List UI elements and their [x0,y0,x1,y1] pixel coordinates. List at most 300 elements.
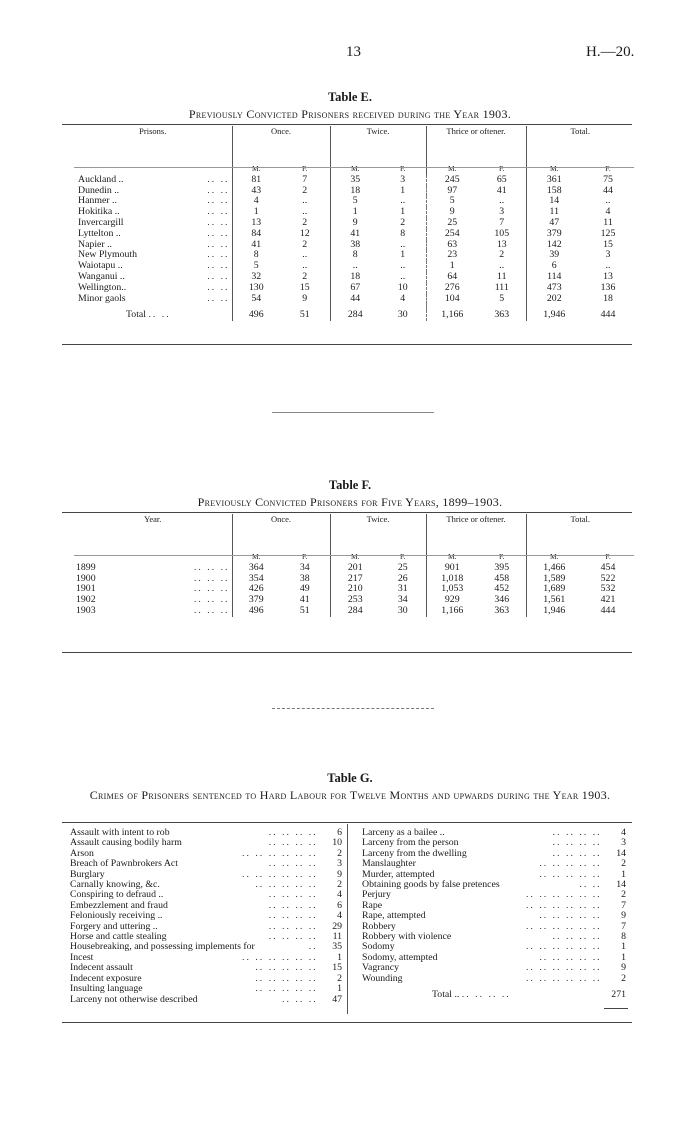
total-cell: 444 [600,309,616,321]
leader-dots: .. .. .. .. [268,910,318,922]
data-cell: .. [499,195,505,207]
crime-count: 8 [621,931,626,943]
leader-dots: .. .. .. .. [268,889,318,901]
crime-count: 7 [621,899,626,911]
data-cell: 254 [426,229,478,240]
data-cell: 1,689 [526,584,582,595]
data-cell: 84 [232,229,280,240]
crime-row [360,974,628,984]
crime-count: 14 [616,879,626,891]
data-cell: 104 [426,294,478,305]
data-cell: 23 [426,250,478,261]
leader-dots: .. .. .. .. .. .. [525,941,602,953]
row-label-cell [74,294,232,305]
crime-count: 11 [332,931,342,943]
data-cell: 363 [494,604,510,616]
table-e-bottom-rule [62,344,632,345]
row-label: Lyttelton .. [78,227,121,239]
data-cell: 217 [330,574,380,585]
data-cell: 901 [426,563,478,574]
crime-count: 9 [337,868,342,880]
crime-count: 35 [332,941,342,953]
leader-dots: .. .. .. [193,561,230,573]
data-cell: 158 [526,186,582,197]
row-label: Napier .. [78,238,113,250]
data-cell: 444 [600,604,616,616]
crime-label: Perjury [362,889,391,901]
data-cell: 44 [330,294,380,305]
crime-count: 2 [337,879,342,891]
data-cell: .. [330,261,380,272]
data-cell: 13 [232,218,280,229]
leader-dots: .. .. [207,270,230,282]
table-f-subtitle: Previously Convicted Prisoners for Five Years, 1899–1903. [197,495,503,509]
data-cell: .. [302,260,308,272]
data-cell: 8 [232,250,280,261]
data-cell: 202 [526,294,582,305]
data-cell: 30 [397,604,408,616]
leader-dots: .. .. [207,249,230,261]
data-cell: 54 [232,294,280,305]
leader-dots: .. .. .. .. .. [539,951,602,963]
page-number: 13 [346,44,361,60]
crime-count: 14 [616,847,626,859]
crime-label: Rape, attempted [362,910,426,922]
data-cell: 14 [526,196,582,207]
data-cell: .. [302,206,308,218]
sex-label: F. [499,164,505,173]
leader-dots: .. .. .. .. [552,837,602,849]
crime-label: Forgery and uttering .. [70,920,158,932]
table-f-header-row [74,514,634,552]
data-cell: 9 [330,218,380,229]
table-g-title: Table G. [327,771,373,785]
leader-dots: .. .. .. .. [268,837,318,849]
data-cell: 245 [426,175,478,186]
crime-label: Incest [70,951,94,963]
data-cell: 34 [299,561,310,573]
data-cell: 13 [496,238,507,250]
leader-dots: .. .. [207,238,230,250]
table-e-header-rule [74,167,634,168]
data-cell: 11 [526,207,582,218]
table-g-divider [347,824,348,1014]
table-row [74,283,634,294]
crime-count: 2 [621,889,626,901]
col-header-total: Total. [526,514,634,552]
table-row [74,606,634,617]
crime-label: Obtaining goods by false pretences [362,879,500,891]
data-cell: 3 [400,173,406,185]
data-cell: 15 [603,238,613,250]
data-cell: 11 [603,216,613,228]
sex-label: F. [605,164,611,173]
crime-count: 4 [337,889,342,901]
row-label: Minor gaols [78,292,126,304]
table-g-bottom-rule [62,1022,632,1023]
data-cell: 130 [232,283,280,294]
sex-label: M. [526,552,582,563]
table-g-top-rule [62,822,632,823]
table-e-top-rule [62,124,632,125]
crime-count: 6 [337,899,342,911]
crime-label: Horse and cattle stealing [70,931,167,943]
data-cell: .. [605,260,611,272]
data-cell: .. [302,249,308,261]
data-cell: 35 [330,175,380,186]
crime-label: Larceny from the person [362,837,459,849]
data-cell: 34 [397,594,408,606]
data-cell: 2 [302,216,308,228]
col-header-prisons: Prisons. [139,126,167,136]
table-row [74,294,634,305]
crime-label: Breach of Pawnbrokers Act [70,858,179,870]
col-header-twice: Twice. [330,514,426,552]
total-rule [604,1008,628,1009]
data-cell: .. [499,260,505,272]
table-f-title: Table F. [328,478,372,492]
data-cell: 1 [400,184,406,196]
crime-label: Larceny not otherwise described [70,993,198,1005]
section-divider [272,412,434,413]
document-code: H.—20. [586,44,635,60]
data-cell: 2 [302,270,308,282]
crime-count: 1 [337,951,342,963]
leader-dots: .. .. .. [193,604,230,616]
row-label: Hanmer .. [78,195,117,207]
total-value: 271 [611,989,626,1001]
row-label: New Plymouth [78,249,138,261]
table-e-header-row [74,126,634,164]
data-cell: 43 [232,186,280,197]
crime-count: 15 [332,962,342,974]
crime-count: 1 [621,868,626,880]
data-cell: 421 [600,594,616,606]
data-cell: 1,053 [426,584,478,595]
leader-dots: .. .. .. .. [268,931,318,943]
leader-dots: .. .. .. .. [268,920,318,932]
sex-label: F. [499,552,505,561]
leader-dots: .. .. .. .. .. [255,972,318,984]
data-cell: 284 [330,606,380,617]
col-header-year: Year. [144,514,162,524]
sex-label: M. [330,164,380,175]
leader-dots: .. .. [207,292,230,304]
crime-label: Conspiring to defraud .. [70,889,164,901]
data-cell: 18 [603,292,613,304]
total-label: Total .. [432,989,460,1001]
total-cell: 30 [397,309,408,321]
row-label: 1899 [76,561,96,573]
leader-dots: .. .. [207,281,230,293]
data-cell: 2 [302,238,308,250]
row-label: Dunedin .. [78,184,120,196]
crime-label: Indecent assault [70,962,133,974]
leader-dots: .. .. .. .. .. .. [525,889,602,901]
leader-dots: .. .. .. .. .. [539,858,602,870]
leader-dots: .. .. .. [193,594,230,606]
leader-dots: .. .. .. [193,583,230,595]
col-header-once: Once. [232,514,330,552]
sex-label: M. [330,552,380,563]
leader-dots: .. .. .. .. [552,847,602,859]
leader-dots: .. .. [207,216,230,228]
data-cell: 49 [299,583,310,595]
leader-dots: .. .. .. .. .. [255,962,318,974]
data-cell: 38 [299,572,310,584]
leader-dots: .. .. [207,206,230,218]
leader-dots: .. .. .. [193,572,230,584]
leader-dots: .. .. [207,260,230,272]
leader-dots: .. .. .. .. [268,827,318,838]
total-cell: 363 [494,309,510,321]
data-cell: 18 [330,186,380,197]
table-f-bottom-rule [62,652,632,653]
crime-count: 29 [332,920,342,932]
crime-count: 47 [332,993,342,1005]
total-cell: 1,166 [426,310,478,321]
crime-label: Assault causing bodily harm [70,837,182,849]
crime-label: Insulting language [70,983,143,995]
sex-label: F. [400,552,406,561]
data-cell: 25 [426,218,478,229]
leader-dots: .. .. .. .. [552,827,602,838]
sex-label: M. [232,164,280,175]
data-cell: 1 [400,249,406,261]
data-cell: 65 [496,173,507,185]
data-cell: 379 [526,229,582,240]
table-row [74,563,634,574]
crime-label: Rape [362,899,383,911]
row-label: 1901 [76,583,96,595]
crime-label: Feloniously receiving .. [70,910,163,922]
data-cell: 41 [330,229,380,240]
row-label-cell [74,563,232,574]
data-cell: 452 [494,583,510,595]
sex-label: F. [400,164,406,173]
data-cell: 114 [526,272,582,283]
data-cell: 1 [400,206,406,218]
data-cell: 11 [497,270,507,282]
leader-dots: .. .. .. .. .. [539,868,602,880]
data-cell: .. [400,270,406,282]
data-cell: 1,018 [426,574,478,585]
data-cell: 38 [330,240,380,251]
table-g-total-row [360,990,628,1000]
leader-dots: .. .. .. .. [461,989,511,1001]
table-row [74,229,634,240]
data-cell: 395 [494,561,510,573]
leader-dots: .. .. .. .. .. .. [242,951,318,963]
table-g-left [68,828,344,1005]
crime-count: 3 [337,858,342,870]
crime-label: Larceny from the dwelling [362,847,467,859]
total-cell: 284 [330,310,380,321]
data-cell: 364 [232,563,280,574]
crime-label: Larceny as a bailee .. [362,827,445,838]
crime-label: Burglary [70,868,105,880]
data-cell: 125 [600,227,616,239]
leader-dots: .. [308,941,318,953]
data-cell: 4 [400,292,406,304]
data-cell: 41 [496,184,507,196]
data-cell: 8 [330,250,380,261]
data-cell: 7 [499,216,505,228]
data-cell: 8 [400,227,406,239]
row-label: 1903 [76,604,96,616]
crime-count: 2 [337,972,342,984]
leader-dots: .. .. [148,309,171,321]
data-cell: 1,561 [526,595,582,606]
crime-label: Robbery [362,920,396,932]
data-cell: 7 [302,173,308,185]
col-header-twice: Twice. [330,126,426,164]
data-cell: 67 [330,283,380,294]
data-cell: 32 [232,272,280,283]
leader-dots: .. .. .. .. .. .. [242,847,318,859]
data-cell: 142 [526,240,582,251]
crime-count: 2 [337,847,342,859]
data-cell: 39 [526,250,582,261]
total-cell: 51 [299,309,310,321]
data-cell: 1,589 [526,574,582,585]
row-label: Wellington.. [78,281,127,293]
table-e-title: Table E. [327,90,372,104]
leader-dots: .. .. [207,184,230,196]
crime-row [68,995,344,1005]
data-cell: 5 [499,292,505,304]
data-cell: 81 [232,175,280,186]
data-cell: 111 [494,281,509,293]
data-cell: 63 [426,240,478,251]
data-cell: 426 [232,584,280,595]
data-cell: 10 [397,281,408,293]
crime-label: Vagrancy [362,962,399,974]
leader-dots: .. .. .. .. .. [255,983,318,995]
table-e [74,126,634,321]
leader-dots: .. .. .. .. [268,858,318,870]
leader-dots: .. .. [207,173,230,185]
data-cell: 5 [426,196,478,207]
data-cell: 97 [426,186,478,197]
data-cell: 1,946 [526,606,582,617]
sex-label: M. [426,164,478,175]
row-label: Auckland .. [78,173,124,185]
data-cell: 1 [232,207,280,218]
crime-label: Arson [70,847,94,859]
table-row [74,175,634,186]
data-cell: 454 [600,561,616,573]
leader-dots: .. .. .. .. .. .. [525,920,602,932]
crime-count: 2 [621,858,626,870]
total-cell: 496 [232,310,280,321]
data-cell: 522 [600,572,616,584]
col-header-thrice: Thrice or oftener. [426,126,526,164]
data-cell: 41 [299,594,310,606]
crime-count: 6 [337,827,342,838]
crime-label: Housebreaking, and possessing implements for [70,941,255,953]
data-cell: 51 [299,604,310,616]
crime-count: 4 [337,910,342,922]
data-cell: 105 [494,227,510,239]
total-cell: 1,946 [526,310,582,321]
row-label: 1902 [76,594,96,606]
data-cell: 361 [526,175,582,186]
sex-label: F. [605,552,611,561]
data-cell: .. [400,238,406,250]
data-cell: 496 [232,606,280,617]
data-cell: 3 [499,206,505,218]
sex-label: F. [302,552,308,561]
col-header-thrice: Thrice or oftener. [426,514,526,552]
crime-count: 1 [621,951,626,963]
col-header-total: Total. [526,126,634,164]
sex-label: M. [526,164,582,175]
data-cell: .. [400,195,406,207]
data-cell: .. [400,260,406,272]
data-cell: 3 [605,249,611,261]
leader-dots: .. .. .. .. .. .. [525,972,602,984]
crime-count: 4 [621,827,626,838]
row-label: Invercargill [78,216,124,228]
row-label: Wanganui .. [78,270,125,282]
leader-dots: .. .. .. .. [552,931,602,943]
data-cell: 15 [299,281,310,293]
leader-dots: .. .. .. .. [268,899,318,911]
table-g-subtitle: Crimes of Prisoners sentenced to Hard Labour for Twelve Months and upwards during the Year 1903. [89,788,611,802]
data-cell: 4 [605,206,611,218]
crime-label: Carnally knowing, &c. [70,879,160,891]
crime-count: 7 [621,920,626,932]
data-cell: 473 [526,283,582,294]
leader-dots: .. .. .. .. .. .. [242,868,318,880]
crime-label: Sodomy, attempted [362,951,438,963]
data-cell: 26 [397,572,408,584]
leader-dots: .. .. [207,195,230,207]
crime-label: Robbery with violence [362,931,452,943]
sex-label: F. [302,164,308,173]
data-cell: 458 [494,572,510,584]
data-cell: 64 [426,272,478,283]
data-cell: 47 [526,218,582,229]
data-cell: 12 [299,227,310,239]
table-f-top-rule [62,512,632,513]
sex-label: M. [426,552,478,563]
data-cell: 9 [302,292,308,304]
row-label: 1900 [76,572,96,584]
data-cell: 9 [426,207,478,218]
crime-label-cell [360,974,604,984]
data-cell: 25 [397,561,408,573]
crime-label: Sodomy [362,941,395,953]
crime-count: 1 [621,941,626,953]
data-cell: 346 [494,594,510,606]
col-header-once: Once. [232,126,330,164]
data-cell: .. [302,195,308,207]
data-cell: 210 [330,584,380,595]
data-cell: 6 [526,261,582,272]
data-cell: 201 [330,563,380,574]
data-cell: 2 [302,184,308,196]
table-e-total-row [74,310,634,321]
data-cell: 1,466 [526,563,582,574]
data-cell: 5 [232,261,280,272]
data-cell: 379 [232,595,280,606]
leader-dots: .. .. .. .. .. .. [525,962,602,974]
data-cell: 354 [232,574,280,585]
leader-dots: .. .. .. .. .. .. [525,899,602,911]
data-cell: 2 [400,216,406,228]
